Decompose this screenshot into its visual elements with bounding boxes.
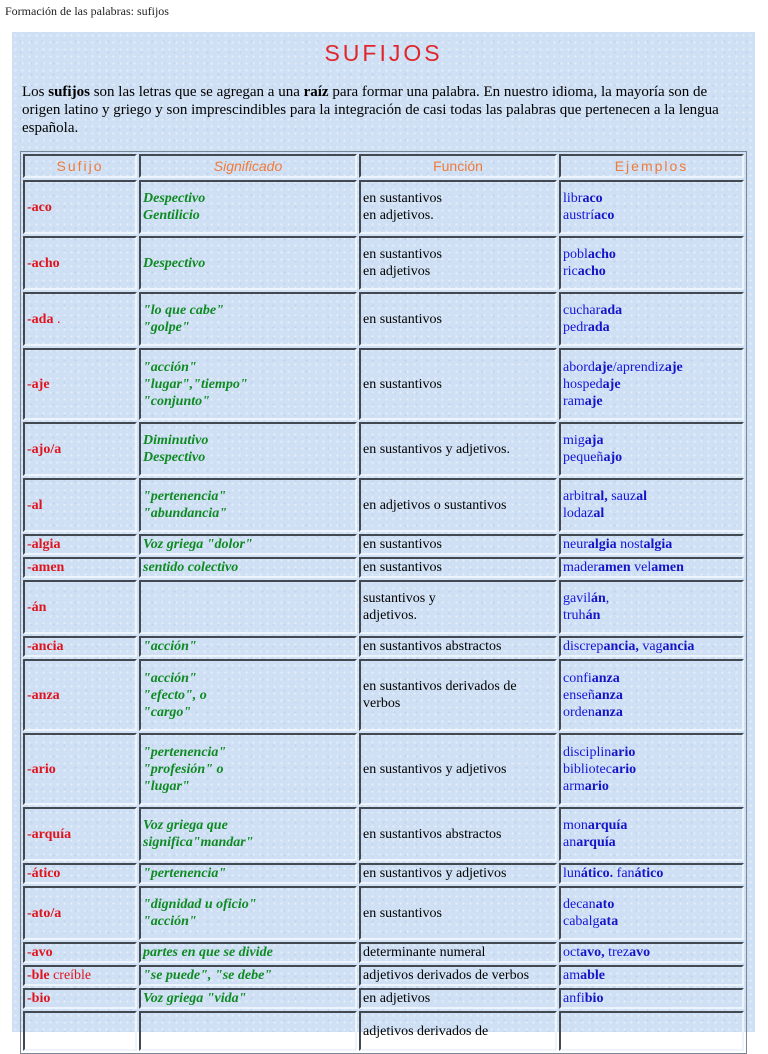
function-line: en sustantivos [363, 905, 442, 921]
meaning-line: "acción" [143, 670, 197, 686]
function-cell [359, 180, 557, 234]
suffix-note: creíble [49, 968, 92, 983]
example-suffix: ario [612, 761, 637, 777]
function-line: verbos [363, 696, 401, 711]
meaning-cell [139, 863, 357, 884]
example-root: enseñ [563, 687, 595, 703]
header-significado: Significado [139, 154, 357, 178]
table-row [23, 478, 744, 532]
example-suffix: aco [582, 191, 603, 206]
table-row [23, 886, 744, 940]
function-cell [359, 636, 557, 657]
example-line [563, 944, 740, 961]
function-cell [359, 422, 557, 476]
example-suffix: án [591, 591, 606, 606]
table-row [23, 292, 744, 346]
examples-cell [559, 534, 744, 555]
example-line [563, 393, 740, 410]
example-root: orden [563, 704, 595, 720]
suffix-text: -aco [27, 199, 52, 215]
example-root: pedr [563, 320, 588, 335]
meaning-line: "efecto", o [143, 687, 207, 703]
example-line [563, 302, 740, 319]
example-root: fan [613, 866, 635, 881]
example-suffix: ajo [603, 450, 623, 465]
example-line [563, 834, 740, 851]
meaning-cell [139, 557, 357, 578]
meaning-line: "golpe" [143, 320, 190, 335]
example-line [563, 638, 740, 655]
table-header-row [23, 154, 744, 178]
example-root: vel [630, 560, 652, 575]
suffix-text: -anza [27, 687, 60, 703]
suffix-cell [23, 807, 137, 861]
function-line: sustantivos y [363, 591, 436, 606]
example-root: mader [563, 560, 598, 575]
suffix-text: -acho [27, 255, 60, 271]
meaning-line: "pertenencia" [143, 866, 227, 881]
suffix-cell [23, 534, 137, 555]
example-suffix: avo, [580, 945, 605, 960]
example-root: discrep [563, 639, 604, 654]
example-root: abord [563, 359, 595, 375]
example-root: lun [563, 866, 581, 881]
example-suffix: aje [664, 359, 683, 375]
example-line [563, 263, 740, 280]
suffix-table [20, 151, 747, 1054]
example-suffix: algia [587, 537, 617, 552]
suffix-text: -amen [27, 560, 65, 575]
example-line [563, 207, 740, 224]
suffix-text: -ajo/a [27, 441, 62, 457]
header-ejemplos: Ejemplos [559, 154, 744, 178]
meaning-line: significa"mandar" [143, 835, 254, 850]
function-line: adjetivos derivados de verbos [363, 968, 530, 983]
example-line [563, 359, 740, 376]
example-line [563, 432, 740, 449]
example-suffix: al [636, 489, 647, 504]
meaning-line: "pertenencia" [143, 489, 227, 504]
function-cell [359, 886, 557, 940]
suffix-text: -ático [27, 866, 61, 881]
table-row [23, 988, 744, 1009]
meaning-line: "acción" [143, 914, 197, 929]
example-suffix: ático [634, 866, 664, 881]
meaning-line: "cargo" [143, 704, 192, 720]
examples-cell [559, 988, 744, 1009]
function-cell [359, 292, 557, 346]
suffix-cell [23, 636, 137, 657]
function-line: en adjetivos [363, 991, 431, 1006]
example-suffix: ancia [662, 639, 695, 654]
table-row [23, 236, 744, 290]
intro-text: son las letras que se agregan a una [89, 84, 304, 100]
meaning-line: Voz griega que [143, 818, 228, 833]
meaning-cell [139, 236, 357, 290]
meaning-line: Diminutivo [143, 433, 209, 448]
examples-cell [559, 1011, 744, 1051]
function-line: en sustantivos [363, 537, 442, 552]
meaning-line: "dignidad u oficio" [143, 897, 257, 912]
suffix-cell [23, 988, 137, 1009]
meaning-cell [139, 807, 357, 861]
example-line [563, 761, 740, 778]
meaning-line: Despectivo [143, 191, 206, 206]
example-root: , [605, 591, 610, 606]
function-line: en sustantivos y adjetivos [363, 761, 507, 777]
suffix-text: -ble [27, 968, 50, 983]
example-root: mig [563, 433, 585, 448]
suffix-text: -al [27, 497, 43, 513]
example-root: austrí [563, 208, 595, 223]
function-line: en sustantivos y adjetivos [363, 866, 507, 881]
meaning-line: Despectivo [143, 450, 206, 465]
meaning-line: "profesión" o [143, 761, 224, 777]
examples-cell [559, 422, 744, 476]
suffix-text: -án [27, 599, 47, 615]
example-root: lodaz [563, 506, 594, 521]
example-line [563, 536, 740, 553]
example-line [563, 505, 740, 522]
function-line: en sustantivos derivados de [363, 679, 517, 694]
example-root: gavil [563, 591, 591, 606]
intro-paragraph [22, 83, 745, 137]
function-line: en sustantivos y adjetivos. [363, 441, 510, 457]
suffix-text: -algia [27, 537, 61, 552]
meaning-line: Gentilicio [143, 208, 200, 223]
examples-cell [559, 942, 744, 963]
suffix-text: -ancia [27, 639, 64, 654]
meaning-cell [139, 422, 357, 476]
example-suffix: ato [595, 897, 615, 912]
function-cell [359, 988, 557, 1009]
table-row [23, 180, 744, 234]
table-body [23, 180, 744, 1051]
example-line [563, 670, 740, 687]
function-line: en sustantivos [363, 191, 442, 206]
meaning-cell [139, 659, 357, 731]
suffix-cell [23, 1011, 137, 1051]
example-suffix: anza [594, 704, 623, 720]
content-panel [12, 32, 755, 1039]
example-root: disciplin [563, 744, 612, 760]
example-line [563, 687, 740, 704]
intro-text: Los [22, 84, 49, 100]
function-cell [359, 942, 557, 963]
table-row [23, 942, 744, 963]
function-line: en sustantivos abstractos [363, 826, 502, 842]
example-line [563, 817, 740, 834]
example-suffix: ata [599, 914, 619, 929]
example-suffix: arquía [587, 818, 628, 833]
example-suffix: aje [584, 393, 603, 409]
example-suffix: al [593, 506, 605, 521]
example-suffix: algia [643, 537, 673, 552]
example-suffix: al, [593, 489, 608, 504]
table-row [23, 534, 744, 555]
intro-bold-sufijos: sufijos [48, 84, 90, 100]
suffix-note: . [53, 311, 61, 327]
example-root: nost [616, 537, 644, 552]
suffix-cell [23, 733, 137, 805]
function-cell [359, 733, 557, 805]
meaning-cell [139, 348, 357, 420]
example-root: libr [563, 191, 583, 206]
example-suffix: aja [584, 433, 604, 448]
meaning-line: "lo que cabe" [143, 303, 224, 318]
document-title: Formación de las palabras: sufijos [5, 4, 169, 18]
examples-cell [559, 636, 744, 657]
examples-cell [559, 807, 744, 861]
function-line: en adjetivos [363, 264, 431, 279]
example-line [563, 990, 740, 1007]
function-cell [359, 659, 557, 731]
suffix-cell [23, 557, 137, 578]
intro-bold-raiz: raíz [303, 84, 329, 100]
header-sufijo: Sufijo [23, 154, 137, 178]
suffix-text: -aje [27, 376, 50, 392]
function-cell [359, 236, 557, 290]
function-line: en adjetivos. [363, 208, 434, 223]
examples-cell [559, 292, 744, 346]
example-line [563, 319, 740, 336]
function-cell [359, 807, 557, 861]
function-cell [359, 580, 557, 634]
example-line [563, 590, 740, 607]
table-row [23, 422, 744, 476]
function-cell [359, 863, 557, 884]
meaning-cell [139, 180, 357, 234]
example-root: decan [563, 897, 596, 912]
example-line [563, 607, 740, 624]
meaning-line: "abundancia" [143, 506, 228, 521]
examples-cell [559, 733, 744, 805]
meaning-cell [139, 988, 357, 1009]
meaning-cell [139, 886, 357, 940]
example-line [563, 967, 740, 984]
meaning-cell [139, 1011, 357, 1051]
suffix-cell [23, 348, 137, 420]
example-root: anfi [563, 991, 585, 1006]
function-line: en adjetivos o sustantivos [363, 497, 507, 513]
example-suffix: acho [587, 247, 616, 262]
meaning-cell [139, 733, 357, 805]
meaning-line: "se puede", "se debe" [143, 968, 273, 983]
meaning-cell [139, 478, 357, 532]
table-row [23, 636, 744, 657]
table-row [23, 863, 744, 884]
function-cell [359, 348, 557, 420]
example-root: sauz [607, 489, 637, 504]
function-line: en sustantivos [363, 376, 442, 392]
example-suffix: acho [577, 264, 606, 279]
example-suffix: able [580, 968, 605, 983]
suffix-cell [23, 965, 137, 986]
meaning-cell [139, 534, 357, 555]
meaning-line: "pertenencia" [143, 744, 227, 760]
example-suffix: ancia, [603, 639, 639, 654]
example-suffix: anza [594, 687, 623, 703]
intro-text: para formar una palabra. En nuestro idioma, la mayoría son de origen latino y griego y son imprescindibles para la integración de casi todas las palabras que pertenecen a la lengua española. [22, 84, 719, 136]
meaning-cell [139, 965, 357, 986]
example-suffix: amen [651, 560, 684, 575]
example-suffix: avo [629, 945, 651, 960]
meaning-line: "acción" [143, 639, 197, 654]
function-line: determinante numeral [363, 945, 486, 960]
meaning-line: sentido colectivo [143, 560, 239, 575]
function-line: en sustantivos [363, 560, 442, 575]
suffix-cell [23, 886, 137, 940]
function-cell [359, 965, 557, 986]
page-title: SUFIJOS [324, 40, 443, 66]
example-root: /aprendiz [612, 359, 665, 375]
example-suffix: ario [584, 778, 609, 794]
example-line [563, 704, 740, 721]
example-root: truh [563, 608, 586, 623]
examples-cell [559, 180, 744, 234]
suffix-cell [23, 863, 137, 884]
example-suffix: án [585, 608, 601, 623]
meaning-cell [139, 636, 357, 657]
suffix-cell [23, 180, 137, 234]
suffix-cell [23, 659, 137, 731]
example-root: pequeñ [563, 450, 604, 465]
example-root: vag [638, 639, 663, 654]
example-suffix: amen [597, 560, 631, 575]
examples-cell [559, 659, 744, 731]
suffix-cell [23, 942, 137, 963]
example-root: confi [563, 670, 592, 686]
function-line: adjetivos derivados de [363, 1023, 489, 1039]
example-suffix: ario [611, 744, 636, 760]
suffix-text: -bio [27, 991, 51, 1006]
suffix-text: -avo [27, 945, 53, 960]
function-cell [359, 478, 557, 532]
example-root: neur [563, 537, 588, 552]
table-row [23, 965, 744, 986]
example-suffix: anza [591, 670, 620, 686]
example-suffix: arquía [576, 835, 616, 850]
example-line [563, 449, 740, 466]
header-funcion: Función [359, 154, 557, 178]
meaning-line: "lugar","tiempo" [143, 376, 248, 392]
example-suffix: aje [594, 359, 613, 375]
function-line: en sustantivos [363, 311, 442, 327]
suffix-cell [23, 292, 137, 346]
meaning-line: "conjunto" [143, 393, 210, 409]
example-root: mon [563, 818, 588, 833]
example-suffix: ático. [580, 866, 614, 881]
example-suffix: ada [587, 320, 610, 335]
example-line [563, 744, 740, 761]
meaning-line: partes en que se divide [143, 945, 273, 960]
example-root: ram [563, 393, 585, 409]
meaning-cell [139, 580, 357, 634]
suffix-cell [23, 580, 137, 634]
examples-cell [559, 886, 744, 940]
example-line [563, 778, 740, 795]
examples-cell [559, 965, 744, 986]
table-row [23, 557, 744, 578]
table-row [23, 580, 744, 634]
function-cell [359, 1011, 557, 1051]
table-row [23, 807, 744, 861]
examples-cell [559, 557, 744, 578]
function-line: en sustantivos abstractos [363, 639, 502, 654]
example-line [563, 488, 740, 505]
table-row [23, 1011, 744, 1051]
examples-cell [559, 863, 744, 884]
meaning-line: "lugar" [143, 778, 190, 794]
example-root: an [563, 835, 577, 850]
examples-cell [559, 348, 744, 420]
example-root: trez [604, 945, 630, 960]
suffix-text: -arquía [27, 826, 72, 842]
example-root: cabalg [563, 914, 600, 929]
suffix-text: -ada [27, 311, 54, 327]
example-line [563, 913, 740, 930]
example-line [563, 246, 740, 263]
table-row [23, 348, 744, 420]
suffix-cell [23, 422, 137, 476]
example-line [563, 190, 740, 207]
example-line [563, 896, 740, 913]
example-root: hosped [563, 376, 603, 392]
table-row [23, 733, 744, 805]
suffix-cell [23, 478, 137, 532]
meaning-line: "acción" [143, 359, 197, 375]
example-root: arm [563, 778, 585, 794]
function-cell [359, 557, 557, 578]
example-suffix: bio [584, 991, 604, 1006]
example-suffix: aco [594, 208, 615, 223]
examples-cell [559, 478, 744, 532]
function-line: en sustantivos [363, 247, 442, 262]
example-suffix: ada [600, 303, 623, 318]
meaning-line: Despectivo [143, 255, 206, 271]
example-root: arbitr [563, 489, 594, 504]
example-root: oct [563, 945, 581, 960]
meaning-line: Voz griega "vida" [143, 991, 247, 1006]
example-line [563, 559, 740, 576]
function-cell [359, 534, 557, 555]
function-line: adjetivos. [363, 608, 418, 623]
example-root: am [563, 968, 581, 983]
example-root: cuchar [563, 303, 601, 318]
suffix-text: -ario [27, 761, 56, 777]
example-root: bibliotec [563, 761, 612, 777]
suffix-cell [23, 236, 137, 290]
table-row [23, 659, 744, 731]
example-root: ric [563, 264, 578, 279]
example-line [563, 865, 740, 882]
meaning-cell [139, 292, 357, 346]
examples-cell [559, 236, 744, 290]
example-suffix: aje [602, 376, 621, 392]
examples-cell [559, 580, 744, 634]
suffix-text: -ato/a [27, 905, 62, 921]
meaning-line: Voz griega "dolor" [143, 537, 253, 552]
meaning-cell [139, 942, 357, 963]
example-line [563, 376, 740, 393]
example-root: pobl [563, 247, 588, 262]
